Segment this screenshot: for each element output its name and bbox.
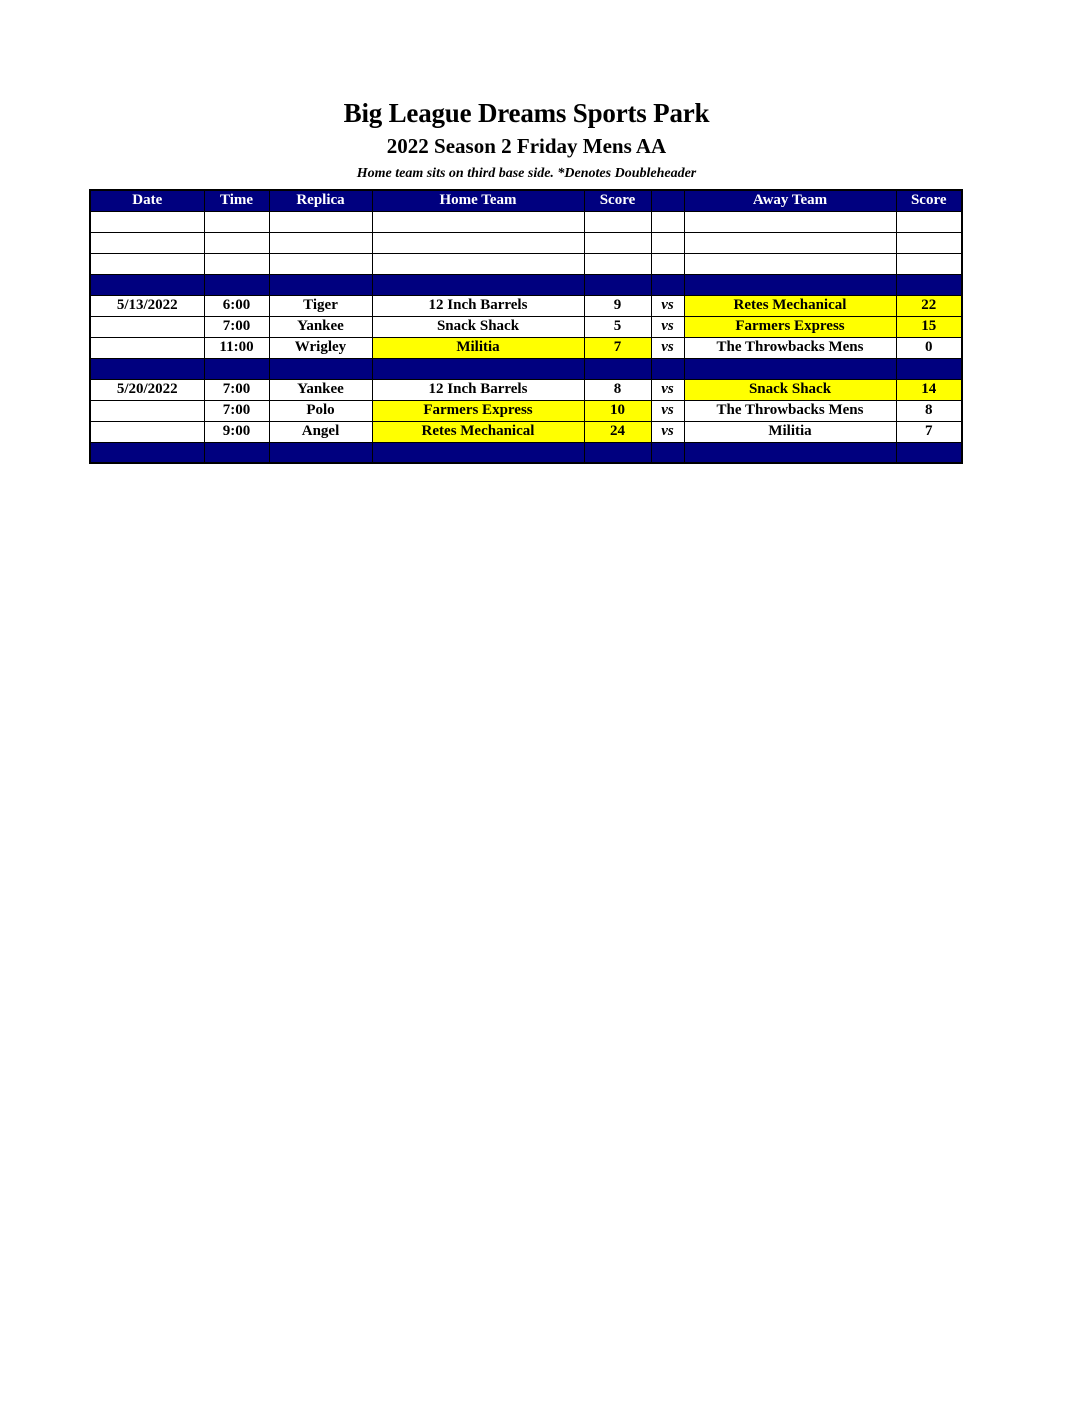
game-date: 5/20/2022 (90, 379, 204, 400)
away-team: Militia (684, 421, 896, 442)
col-vs-header (651, 190, 684, 211)
game-row (90, 379, 962, 400)
game-field: Yankee (269, 379, 372, 400)
game-time: 6:00 (204, 295, 269, 316)
game-time: 9:00 (204, 421, 269, 442)
home-team: Retes Mechanical (372, 421, 584, 442)
game-date: 5/13/2022 (90, 295, 204, 316)
away-team: The Throwbacks Mens (684, 400, 896, 421)
page-subtitle: 2022 Season 2 Friday Mens AA (386, 134, 667, 158)
game-row (90, 337, 962, 358)
col-away-team-header: Away Team (684, 190, 896, 211)
away-team: Retes Mechanical (684, 295, 896, 316)
vs-label: vs (651, 316, 684, 337)
home-score: 24 (584, 421, 651, 442)
away-team: Farmers Express (684, 316, 896, 337)
home-team: Farmers Express (372, 400, 584, 421)
game-row (90, 316, 962, 337)
game-row (90, 400, 962, 421)
game-field: Yankee (269, 316, 372, 337)
home-score: 10 (584, 400, 651, 421)
away-score: 22 (896, 295, 962, 316)
vs-label: vs (651, 337, 684, 358)
game-field: Wrigley (269, 337, 372, 358)
separator-band (90, 358, 962, 379)
col-home-score-header: Score (584, 190, 651, 211)
col-time-header: Time (204, 190, 269, 211)
home-team: Militia (372, 337, 584, 358)
away-team: The Throwbacks Mens (684, 337, 896, 358)
blank-row (90, 211, 962, 232)
home-score: 7 (584, 337, 651, 358)
game-date (90, 337, 204, 358)
game-row (90, 421, 962, 442)
away-score: 8 (896, 400, 962, 421)
game-time: 7:00 (204, 316, 269, 337)
vs-label: vs (651, 295, 684, 316)
game-time: 7:00 (204, 379, 269, 400)
away-team: Snack Shack (684, 379, 896, 400)
game-row (90, 295, 962, 316)
col-replica-header: Replica (269, 190, 372, 211)
home-team: 12 Inch Barrels (372, 295, 584, 316)
home-score: 8 (584, 379, 651, 400)
game-date (90, 421, 204, 442)
schedule-note: Home team sits on third base side. *Denotes Doubleheader (356, 166, 697, 181)
game-field: Tiger (269, 295, 372, 316)
game-date (90, 400, 204, 421)
game-date (90, 316, 204, 337)
home-score: 9 (584, 295, 651, 316)
away-score: 7 (896, 421, 962, 442)
away-score: 0 (896, 337, 962, 358)
away-score: 14 (896, 379, 962, 400)
away-score: 15 (896, 316, 962, 337)
schedule-table (89, 189, 963, 464)
home-team: 12 Inch Barrels (372, 379, 584, 400)
home-score: 5 (584, 316, 651, 337)
game-field: Angel (269, 421, 372, 442)
game-time: 11:00 (204, 337, 269, 358)
blank-row (90, 253, 962, 274)
vs-label: vs (651, 400, 684, 421)
page-title: Big League Dreams Sports Park (343, 98, 710, 128)
vs-label: vs (651, 379, 684, 400)
vs-label: vs (651, 421, 684, 442)
col-away-score-header: Score (896, 190, 962, 211)
header-row (90, 190, 962, 211)
col-home-team-header: Home Team (372, 190, 584, 211)
home-team: Snack Shack (372, 316, 584, 337)
blank-row (90, 232, 962, 253)
col-date-header: Date (90, 190, 204, 211)
schedule-body (90, 211, 962, 463)
separator-band (90, 442, 962, 463)
game-field: Polo (269, 400, 372, 421)
separator-band (90, 274, 962, 295)
game-time: 7:00 (204, 400, 269, 421)
